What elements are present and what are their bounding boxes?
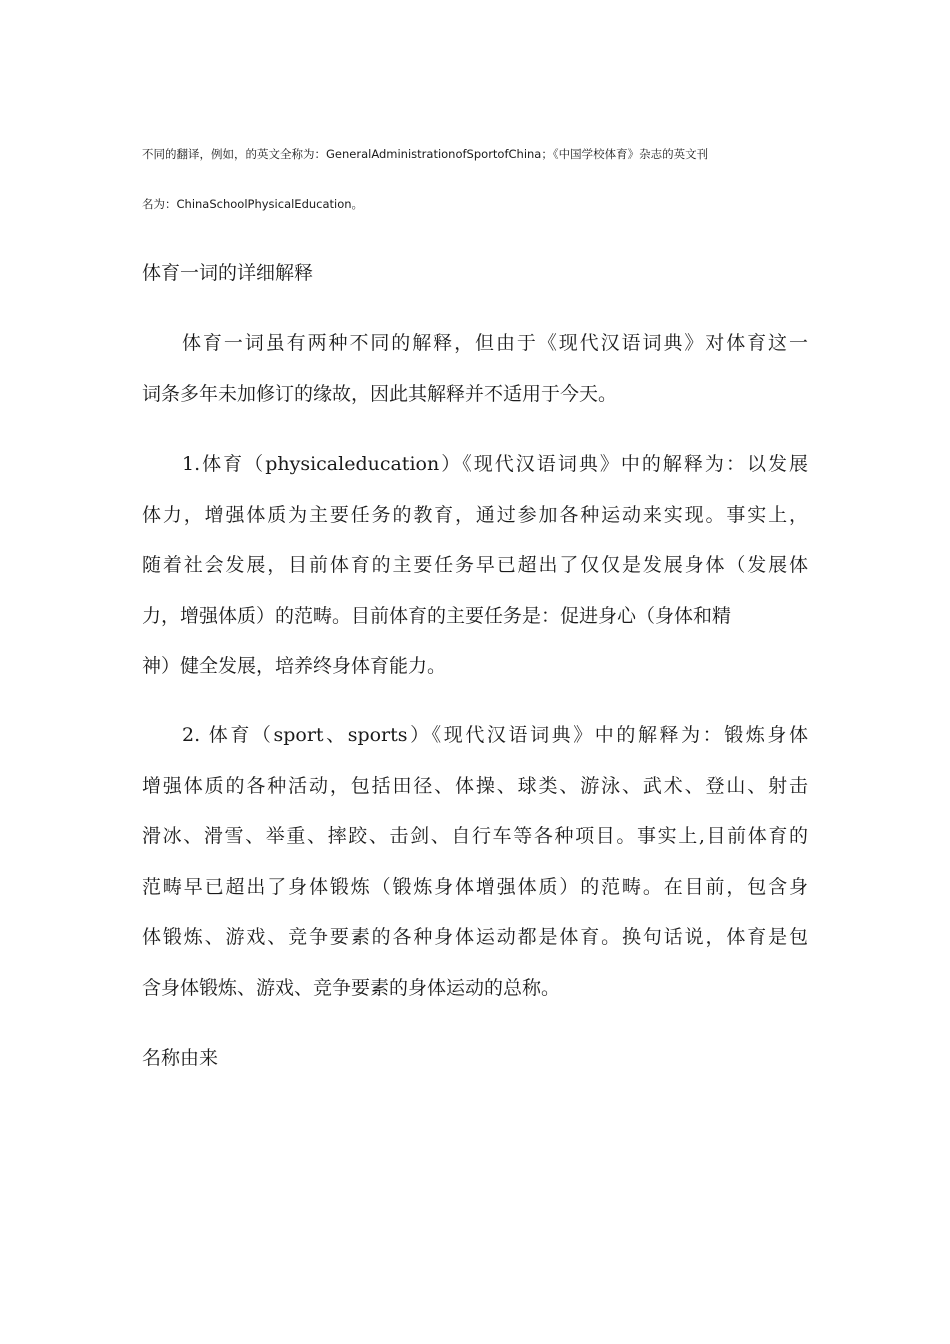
paragraph-line: 体育一词虽有两种不同的解释，但由于《现代汉语词典》对体育这一 [182, 332, 808, 354]
paragraph-line: 体力，增强体质为主要任务的教育，通过参加各种运动来实现。事实上， [142, 503, 808, 526]
section-heading-detailed-explanation: 体育一词的详细解释 [142, 262, 314, 284]
paragraph-definition-1 [142, 439, 808, 692]
paragraph-overview [142, 318, 808, 419]
paragraph-line: 词条多年未加修订的缘故，因此其解释并不适用于今天。 [142, 382, 618, 405]
paragraph-line: 增强体质的各种活动，包括田径、体操、球类、游泳、武术、登山、射击 [142, 774, 808, 797]
paragraph-line: 随着社会发展，目前体育的主要任务早已超出了仅仅是发展身体（发展体 [142, 554, 808, 576]
paragraph-line: 范畴早已超出了身体锻炼（锻炼身体增强体质）的范畴。在目前，包含身 [142, 875, 808, 898]
intro-line-2: 名为：ChinaSchoolPhysicalEducation。 [142, 197, 364, 211]
paragraph-line: 2. 体育（sport、sports）《现代汉语词典》中的解释为：锻炼身体 [182, 724, 808, 746]
paragraph-line: 滑冰、滑雪、举重、摔跤、击剑、自行车等各种项目。事实上,目前体育的 [142, 825, 808, 847]
paragraph-line: 含身体锻炼、游戏、竞争要素的身体运动的总称。 [142, 976, 561, 999]
paragraph-line: 力，增强体质）的范畴。目前体育的主要任务是：促进身心（身体和精 [142, 604, 732, 627]
section-heading-name-origin: 名称由来 [142, 1047, 219, 1069]
paragraph-line: 1.体育（physicaleducation）《现代汉语词典》中的解释为：以发展 [182, 453, 808, 475]
paragraph-line: 神）健全发展，培养终身体育能力。 [142, 655, 447, 677]
paragraph-line: 体锻炼、游戏、竞争要素的各种身体运动都是体育。换句话说，体育是包 [142, 926, 808, 948]
paragraph-definition-2 [142, 710, 808, 1013]
intro-line-1: 不同的翻译，例如，的英文全称为：GeneralAdministrationofSportofChina；《中国学校体育》杂志的英文刊 [142, 147, 709, 161]
